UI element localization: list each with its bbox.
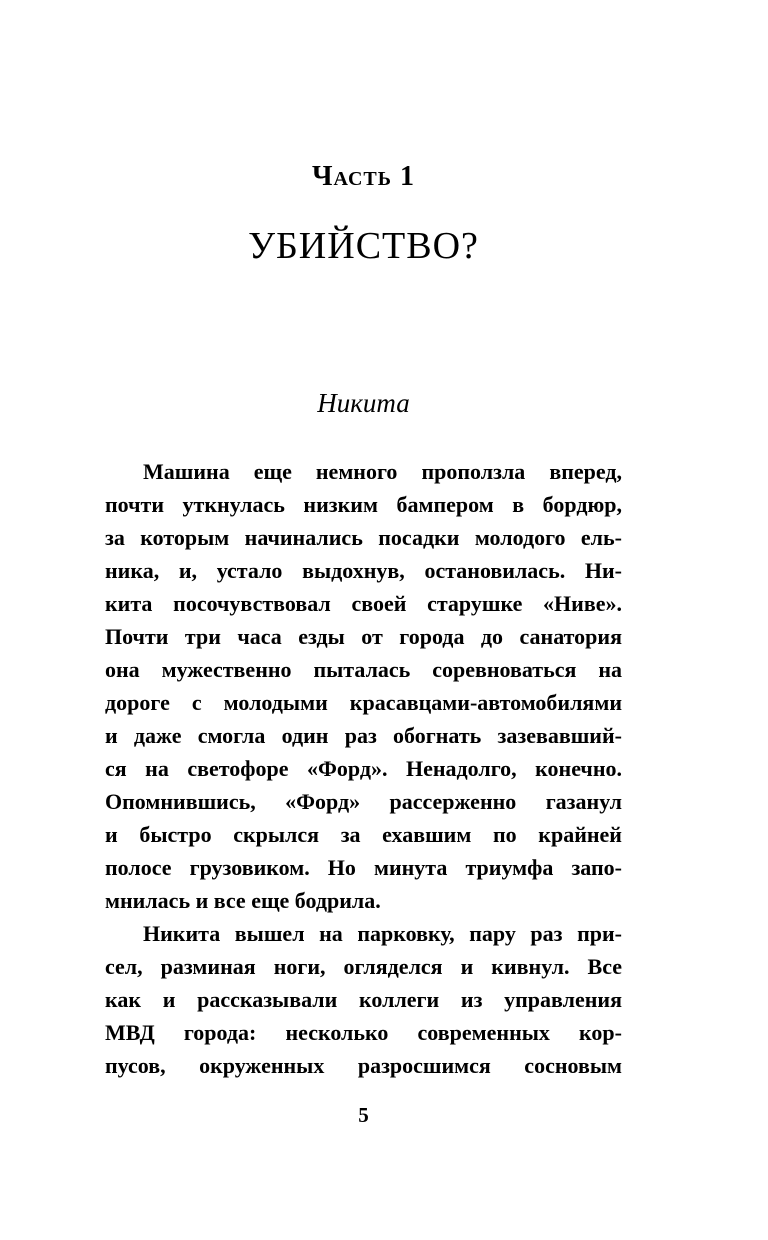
text-line: за которым начинались посадки молодого ель- [105, 525, 622, 550]
text-line: почти уткнулась низким бампером в бордюр, [105, 492, 622, 517]
paragraph [105, 917, 622, 1082]
text-line: Опомнившись, «Форд» рассерженно газанул [105, 789, 622, 814]
text-line: кита посочувствовал своей старушке «Ниве». [105, 591, 622, 616]
text-line: сел, разминая ноги, огляделся и кивнул. Все [105, 954, 622, 979]
chapter-title: УБИЙСТВО? [248, 225, 479, 267]
text-line: Почти три часа езды от города до санатория [105, 624, 622, 649]
text-line: ника, и, устало выдохнув, остановилась. Ни- [105, 558, 622, 583]
text-line: и даже смогла один раз обогнать зазевавший- [105, 723, 622, 748]
text-line: дороге с молодыми красавцами-автомобилями [105, 690, 622, 715]
text-line: Никита вышел на парковку, пару раз при- [143, 921, 622, 946]
text-line: и быстро скрылся за ехавшим по крайней [105, 822, 622, 847]
page-number: 5 [358, 1103, 369, 1127]
body-text [105, 455, 622, 1082]
section-heading: Никита [317, 388, 410, 418]
paragraph [105, 455, 622, 917]
text-line: МВД города: несколько современных кор- [105, 1020, 622, 1045]
text-line: как и рассказывали коллеги из управления [105, 987, 622, 1012]
text-line: Машина еще немного проползла вперед, [143, 459, 622, 484]
text-line: мнилась и все еще бодрила. [105, 888, 381, 913]
text-line: полосе грузовиком. Но минута триумфа запо- [105, 855, 622, 880]
text-line: она мужественно пыталась соревноваться на [105, 657, 622, 682]
text-line: ся на светофоре «Форд». Ненадолго, конечно. [105, 756, 622, 781]
part-label: Часть 1 [311, 161, 415, 192]
text-line: пусов, окруженных разросшимся сосновым [105, 1053, 622, 1078]
